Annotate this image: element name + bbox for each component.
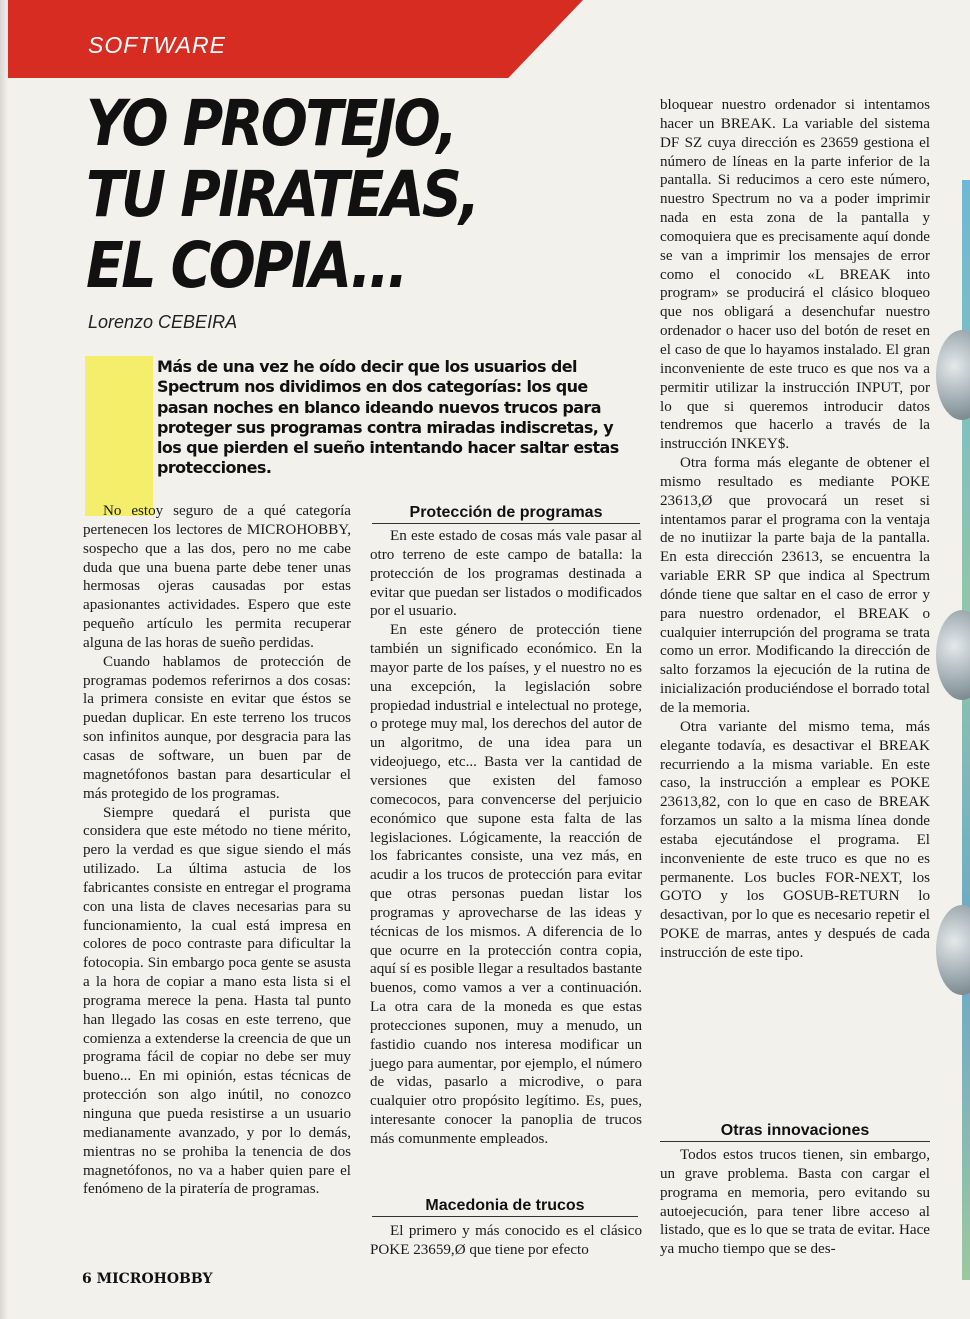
subheading-proteccion: Protección de programas (372, 504, 640, 524)
decorative-sphere (936, 905, 970, 995)
highlight-bar (85, 356, 153, 516)
body-paragraph: Siempre quedará el purista que considera que este método no tiene mérito, pero la verdad es que sigue siendo el más utilizado. La última astucia de los fabricantes consiste en entregar el programa con una lista de claves necesarias para su funcionamiento, la cual está impresa en colores de poco contraste para dificultar la fotocopia. Sin embargo poca gente se asusta a la hora de copiar a mano esta lista si el programa merece la pena. Hasta tal punto han llegado las cosas en este terreno, que comienza a extenderse la creencia de que un programa fácil de copiar no debe ser muy bueno... En mi opinión, estas técnicas de protección son algo inútil, no conozco ninguna que pueda resistirse a un usuario medianamente avanzado, y por lo demás, mientras no se prohiba la tenencia de dos magnetófonos, no va a haber quien pare el fenómeno de la piratería de programas. (83, 804, 351, 1198)
author-byline: Lorenzo CEBEIRA (88, 312, 238, 332)
decorative-sphere (936, 610, 970, 700)
body-paragraph: En este género de protección tiene también un significado económico. En la mayor parte de los países, y el nuestro no es una excepción, la legislación sobre propiedad industrial e intelectual no protege, o protege muy mal, los derechos del autor de un algoritmo, de una idea para un videojuego, etc... Basta ver la cantidad de versiones que existen del famoso comecocos, para convencerse del perjuicio económico que supone esta falta de las legislaciones. Lógicamente, la reacción de los fabricantes consiste, una vez más, en acudir a los trucos de protección para evitar que otras personas puedan listar los programas y aprovecharse de las ideas y técnicas de los mismos. A diferencia de lo que ocurre en la protección contra copia, aquí sí es posible llegar a resultados bastante buenos, como vamos a ver a continuación. La otra cara de la moneda es que estas protecciones suponen, muy a menudo, un fastidio cuando nos interesa modificar un juego para aumentar, por ejemplo, el número de vidas, pasarlo a microdive, o para cualquier otro propósito legítimo. Es, pues, interesante conocer la panoplia de trucos más comunmente empleados. (370, 622, 642, 1147)
title-line: TU PIRATEAS, (86, 158, 478, 231)
body-paragraph: Todos estos trucos tienen, sin embargo, un grave problema. Basta con cargar el programa en memoria, pero evitando su autoejecución, para tener libre acceso al listado, que es lo que se trata de evitar. Hace ya mucho tiempo que se des- (660, 1147, 930, 1258)
decorative-sphere (936, 330, 970, 420)
body-paragraph: El primero y más conocido es el clásico POKE 23659,Ø que tiene por efecto (370, 1223, 642, 1258)
subheading-macedonia: Macedonia de trucos (372, 1197, 638, 1217)
column-1 (83, 502, 351, 1199)
body-paragraph: En este estado de cosas más vale pasar al otro terreno de este campo de batalla: la protección de los programas destinada a evitar que puedan ser listados o modificados por el usuario. (370, 528, 642, 620)
body-paragraph: Otra variante del mismo tema, más elegante todavía, es desactivar el BREAK recurriendo a la misma variable. En este caso, la instrucción a emplear es POKE 23613,82, con lo que en caso de BREAK forzamos un salto a la misma línea donde estaba ejecutándose el programa. El inconveniente de este truco es que no es permanente. Los bucles FOR-NEXT, los GOTO y los GOSUB-RETURN lo desactivan, por lo que es necesario repetir el POKE de marras, antes y después de cada instrucción de este tipo. (660, 718, 930, 961)
body-paragraph: No estoy seguro de a qué categoría pertenecen los lectores de MICROHOBBY, sospecho que a las dos, pero no me cabe duda que una buena parte debe tener unas hermosas ojeras causadas por estas apasionantes actividades. Espero que este pequeño artículo les permita recuperar alguna de las horas de sueño perdidas. (83, 503, 351, 651)
body-paragraph: bloquear nuestro ordenador si intentamos hacer un BREAK. La variable del sistema DF SZ cuya dirección es 23659 gestiona el número de líneas en la parte inferior de la pantalla. Si reducimos a cero este número, nuestro Spectrum no va a poder imprimir nada en esta zona de la pantalla y comoquiera que es precisamente aquí donde se van a imprimir los mensajes de error como el conocido «L BREAK into program» se producirá el clásico bloqueo que nos obligará a desenchufar nuestro ordenador o hacer uso del botón de reset en el caso de que lo hayamos instalado. El gran inconveniente de este truco es que nos va a permitir utilizar la instrucción INPUT, por lo que si queremos introducir datos tendremos que hacerlo a través de la instrucción INKEY$. (660, 97, 930, 453)
article-title (86, 87, 478, 302)
subheading-innovaciones: Otras innovaciones (660, 1122, 930, 1142)
lede-paragraph: Más de una vez he oído decir que los usuarios del Spectrum nos dividimos en dos categorías: los que pasan noches en blanco ideando nuevos trucos para proteger sus programas contra miradas indiscretas, y los que pierden el sueño intentando hacer saltar estas protecciones. (157, 357, 619, 478)
title-line: EL COPIA... (86, 229, 406, 302)
column-3 (660, 96, 930, 963)
title-line: YO PROTEJO, (86, 87, 456, 160)
page-edge (0, 0, 8, 1319)
column-2-continued (370, 1222, 642, 1260)
column-2 (370, 527, 642, 1149)
page-footer: 6 MICROHOBBY (82, 1271, 213, 1287)
body-paragraph: Cuando hablamos de protección de programas podemos referirnos a dos cosas: la primera consiste en evitar que éstos se puedan duplicar. En este terreno los trucos son infinitos aunque, por desgracia para las casas de software, un buen par de magnetófonos bastan para desarticular el más protegido de los programas. (83, 653, 351, 802)
column-3-continued (660, 1146, 930, 1259)
section-label: SOFTWARE (88, 32, 226, 58)
body-paragraph: Otra forma más elegante de obtener el mismo resultado es mediante POKE 23613,Ø que provocará un reset si intentamos parar el programa con la ventaja de no inutiizar la parte baja de la pantalla. En esta dirección 23613, se encuentra la variable ERR SP que indica al Spectrum dónde tiene que saltar en el caso de error y para nuestro ordenador, el BREAK o cualquier interrupción del programa se trata como un error. Modificando la dirección de salto forzamos la ejecución de la rutina de inicialización produciéndose el borrado total de la memoria. (660, 455, 930, 716)
